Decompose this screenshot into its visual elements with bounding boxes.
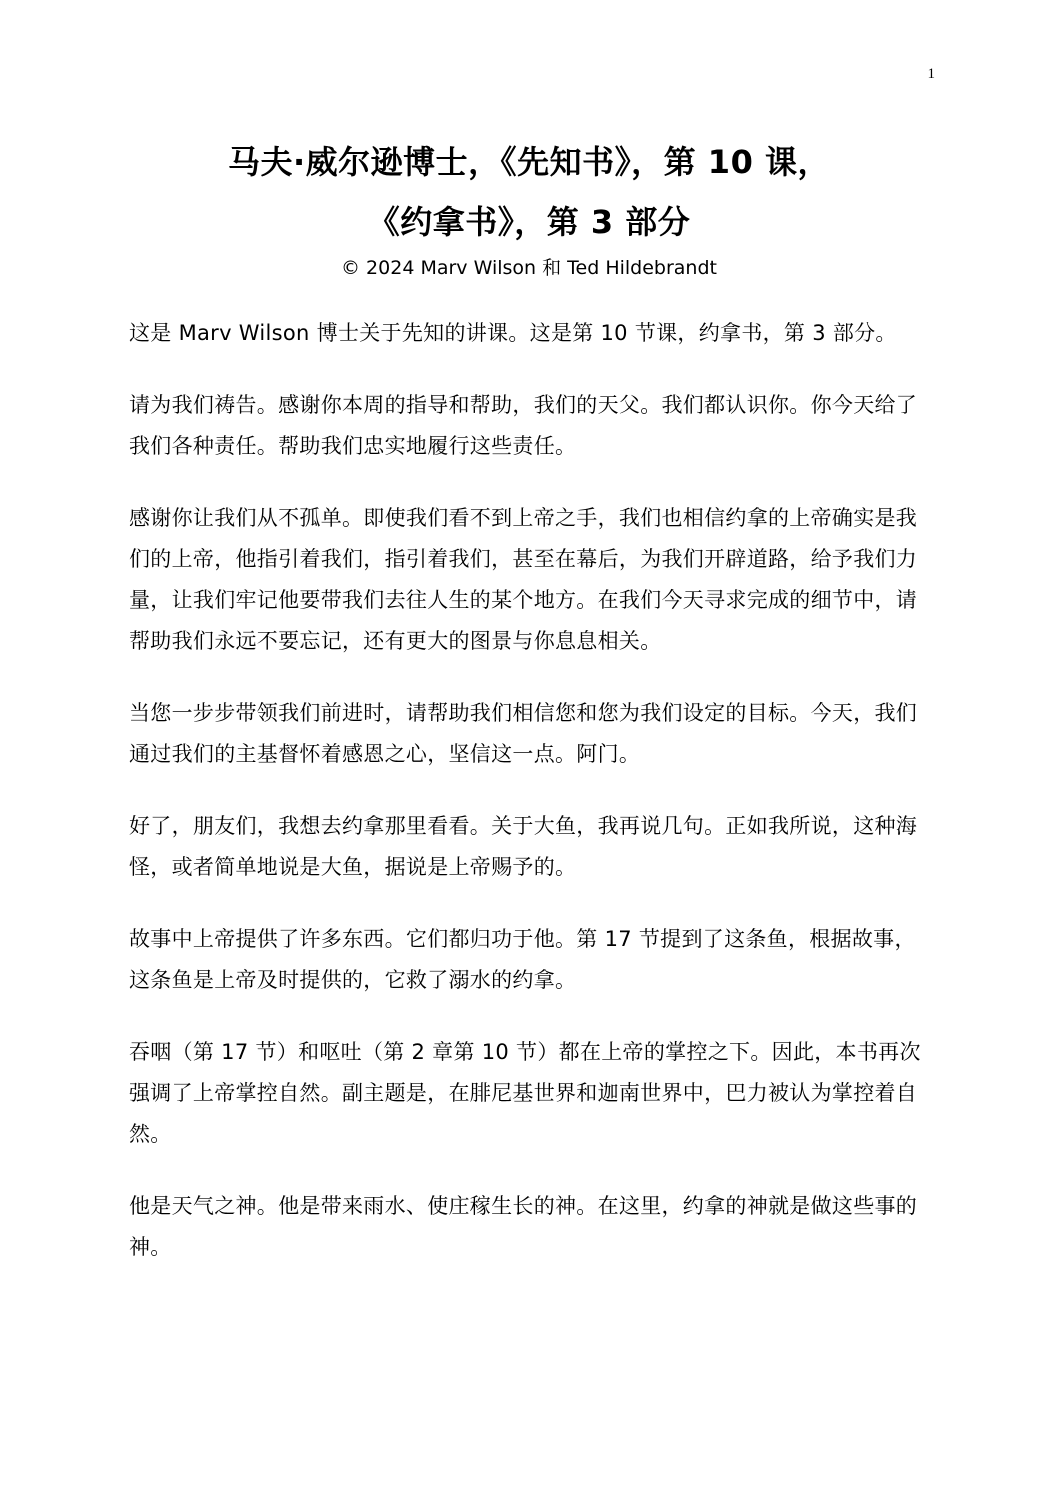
paragraph-weather-god: 他是天气之神。他是带来雨水、使庄稼生长的神。在这里，约拿的神就是做这些事的神。 [129, 1194, 918, 1259]
paragraph-prayer-closing: 当您一步步带领我们前进时，请帮助我们相信您和您为我们设定的目标。今天，我们通过我们的主基督怀着感恩之心，坚信这一点。阿门。 [129, 701, 918, 766]
paragraph-great-fish: 好了，朋友们，我想去约拿那里看看。关于大鱼，我再说几句。正如我所说，这种海怪，或者简单地说是大鱼，据说是上帝赐予的。 [129, 814, 918, 879]
paragraph-intro: 这是 Marv Wilson 博士关于先知的讲课。这是第 10 节课，约拿书，第 3 部分。 [129, 321, 897, 345]
document-title-line-1: 马夫·威尔逊博士，《先知书》，第 10 课， [228, 143, 830, 181]
paragraph-god-provides: 故事中上帝提供了许多东西。它们都归功于他。第 17 节提到了这条鱼，根据故事，这条鱼是上帝及时提供的，它救了溺水的约拿。 [129, 927, 916, 992]
paragraph-control-of-nature: 吞咽（第 17 节）和呕吐（第 2 章第 10 节）都在上帝的掌控之下。因此，本书再次强调了上帝掌控自然。副主题是，在腓尼基世界和迦南世界中，巴力被认为掌控着自然。 [129, 1040, 921, 1146]
page-number: 1 [927, 66, 935, 82]
document-title-line-2: 《约拿书》，第 3 部分 [367, 203, 691, 241]
copyright-line: © 2024 Marv Wilson 和 Ted Hildebrandt [341, 257, 717, 279]
document-body [129, 313, 929, 1299]
paragraph-prayer-opening: 请为我们祷告。感谢你本周的指导和帮助，我们的天父。我们都认识你。你今天给了我们各种责任。帮助我们忠实地履行这些责任。 [129, 393, 918, 458]
paragraph-prayer-thanks: 感谢你让我们从不孤单。即使我们看不到上帝之手，我们也相信约拿的上帝确实是我们的上帝，他指引着我们，指引着我们，甚至在幕后，为我们开辟道路，给予我们力量，让我们牢记他要带我们去往人生的某个地方。在我们今天寻求完成的细节中，请帮助我们永远不要忘记，还有更大的图景与你息息相关。 [129, 506, 918, 653]
